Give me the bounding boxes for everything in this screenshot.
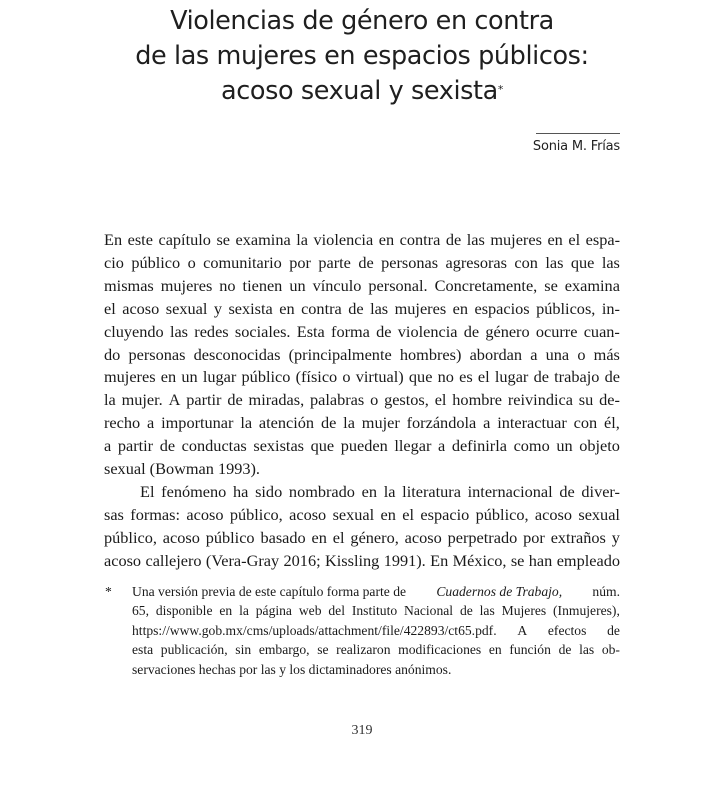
text-line: público, acoso público basado en el género, acoso perpetrado por extraños y xyxy=(104,527,620,547)
text-line: la mujer. A partir de miradas, palabras o gestos, el hombre reivindica su de- xyxy=(104,390,620,410)
footnote-line: 65, disponible en la página web del Instituto Nacional de las Mujeres (Inmujeres), xyxy=(132,603,620,619)
footnote-line: servaciones hechas por las y los dictaminadores anónimos. xyxy=(132,661,452,677)
text-line: cio público o comunitario por parte de personas agresoras con las que las xyxy=(104,252,620,272)
footnote-text-part: Una versión previa de este capítulo forma parte de xyxy=(132,584,407,599)
author-rule xyxy=(536,133,620,134)
footnote-text-part: núm. xyxy=(592,584,620,599)
text-line: mismas mujeres no tienen un vínculo personal. Concretamente, se examina xyxy=(104,275,620,295)
text-line: mujeres en un lugar público (físico o virtual) que no es el lugar de trabajo de xyxy=(104,367,620,387)
title-line xyxy=(0,74,724,109)
page-number: 319 xyxy=(351,723,373,738)
text-line: acoso callejero (Vera-Gray 2016; Kissling 1991). En México, se han empleado xyxy=(104,550,620,570)
text-line: El fenómeno ha sido nombrado en la literatura internacional de diver- xyxy=(140,481,620,501)
text-line: cluyendo las redes sociales. Esta forma de violencia de género ocurre cuan- xyxy=(104,321,620,341)
text-line: el acoso sexual y sexista en contra de las mujeres en espacios públicos, in- xyxy=(104,298,620,318)
footnote-mark: * xyxy=(105,584,112,599)
footnote-line: esta publicación, sin embargo, se realizaron modificaciones en función de las ob- xyxy=(132,642,620,658)
footnote-text xyxy=(132,582,620,679)
text-line: do personas desconocidas (principalmente hombres) abordan a una o más xyxy=(104,344,620,364)
footnote-line xyxy=(132,582,620,601)
author-name: Sonia M. Frías xyxy=(532,139,620,154)
title-line-text: acoso sexual y sexista xyxy=(221,76,498,106)
title-footnote-mark: * xyxy=(497,83,503,96)
paragraph-1 xyxy=(104,229,620,481)
paragraph-2 xyxy=(104,481,620,573)
title-line: Violencias de género en contra xyxy=(170,6,554,36)
text-line: a partir de conductas sexistas que pueden llegar a definirla como un objeto xyxy=(104,436,620,456)
text-line: recho a importunar la atención de la mujer forzándola a interactuar con él, xyxy=(104,413,620,433)
footnote-line: https://www.gob.mx/cms/uploads/attachment/file/422893/ct65.pdf. A efectos de xyxy=(132,622,620,638)
footnote xyxy=(104,582,620,679)
chapter-title xyxy=(0,4,724,109)
text-line: En este capítulo se examina la violencia en contra de las mujeres en el espa- xyxy=(104,230,620,249)
footnote-series-title: Cuadernos de Trabajo, xyxy=(436,584,563,599)
text-line: sexual (Bowman 1993). xyxy=(104,459,260,479)
title-line: de las mujeres en espacios públicos: xyxy=(135,41,589,71)
body-text xyxy=(104,229,620,573)
text-line: sas formas: acoso público, acoso sexual en el espacio público, acoso sexual xyxy=(104,504,620,524)
